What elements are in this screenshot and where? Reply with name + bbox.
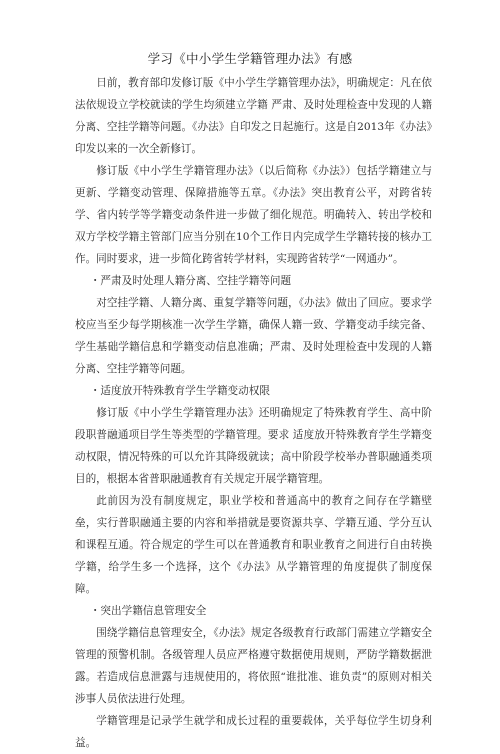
document-body — [75, 72, 432, 754]
paragraph-intro: 日前，教育部印发修订版《中小学生学籍管理办法》，明确规定：凡在依法依规设立学校就读的学生均须建立学籍 严肃、及时处理检查中发现的人籍分离、空挂学籍等问题。《办法》自印发之日起施行。这是自2013年《办法》印发以来的一次全新修订。 — [75, 77, 432, 155]
paragraph-vocational-integration: 此前因为没有制度规定，职业学校和普通高中的教育之间存在学籍壁垒，实行普职融通主要的内容和举措就是要资源共享、学籍互通、学分互认和课程互通。符合规定的学生可以在普通教育和职业教育之间进行自由转换学籍，给学生多一个选择，这个《办法》从学籍管理的角度提供了制度保障。 — [75, 495, 432, 595]
paragraph-information-security: 围绕学籍信息管理安全，《办法》规定各级教育行政部门需建立学籍安全管理的预警机制。各级管理人员应严格遵守数据使用规则，严防学籍数据泄露。若造成信息泄露与违规使用的，将依照“谁批准、谁负责”的原则对相关涉事人员依法进行处理。 — [75, 627, 432, 705]
section-heading-special-education: ・适度放开特殊教育学生学籍变动权限 — [89, 385, 270, 397]
section-heading-information-security: ・突出学籍信息管理安全 — [89, 605, 207, 617]
paragraph-registration-issues: 对空挂学籍、人籍分离、重复学籍等问题，《办法》做出了回应。要求学校应当至少每学期核准一次学生学籍，确保人籍一致、学籍变动手续完备、学生基础学籍信息和学籍变动信息准确；严肃、及时处理检查中发现的人籍分离、空挂学籍等问题。 — [75, 297, 432, 375]
section-heading-registration-issues: ・严肃及时处理人籍分离、空挂学籍等问题 — [89, 275, 292, 287]
paragraph-conclusion: 学籍管理是记录学生就学和成长过程的重要载体，关乎每位学生切身利益。 — [75, 715, 432, 749]
paragraph-special-education: 修订版《中小学生学籍管理办法》还明确规定了特殊教育学生、高中阶段职普融通项目学生等类型的学籍管理。要求 适度放开特殊教育学生学籍变动权限，情况特殊的可以允许其降级就读；高中阶段学校举办普职融通类项目的，根据本省普职融通教育有关规定开展学籍管理。 — [75, 407, 432, 485]
paragraph-overview: 修订版《中小学生学籍管理办法》（以后简称《办法》）包括学籍建立与更新、学籍变动管理、保障措施等五章。《办法》突出教育公平，对跨省转学、省内转学等学籍变动条件进一步做了细化规范。明确转入、转出学校和双方学校学籍主管部门应当分别在10个工作日内完成学生学籍转接的核办工作。同时要求，进一步简化跨省转学材料，实现跨省转学“一网通办”。 — [75, 165, 432, 265]
document-title: 学习《中小学生学籍管理办法》有感 — [147, 51, 353, 66]
